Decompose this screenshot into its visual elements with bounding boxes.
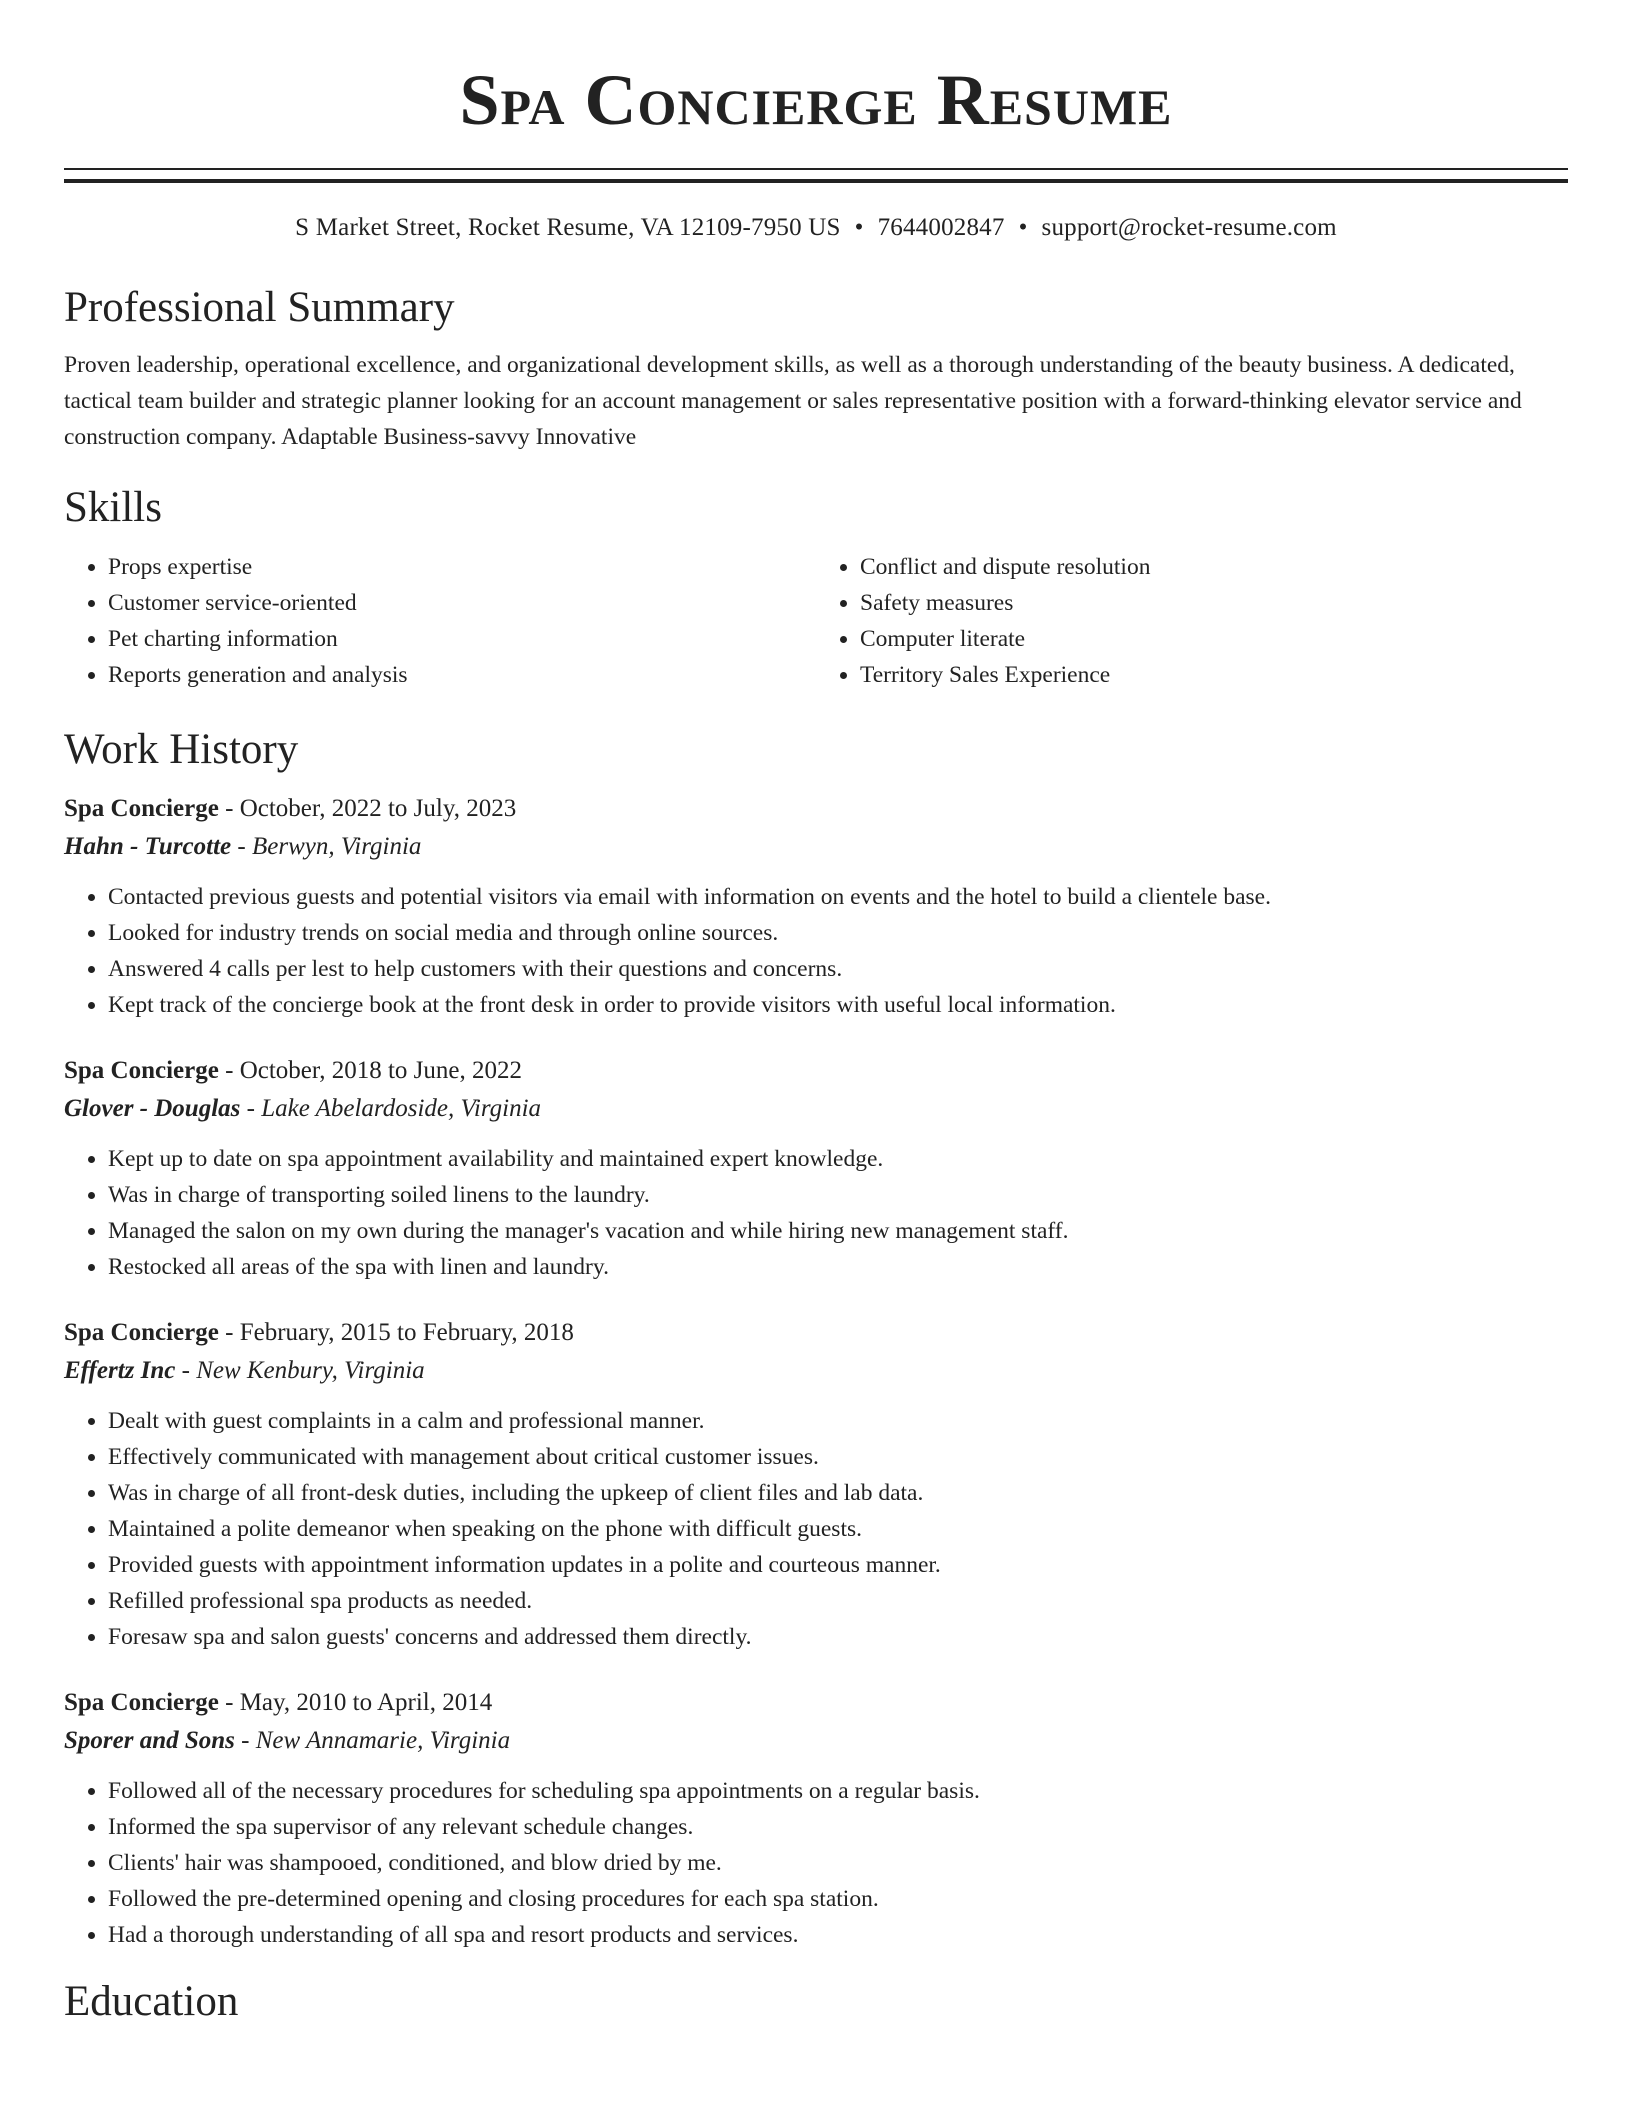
- job-bullet: • Refilled professional spa products as needed.: [108, 1583, 1568, 1619]
- job-title-line: Spa Concierge - October, 2018 to June, 2022: [64, 1057, 522, 1084]
- education-section: [64, 1977, 1568, 2027]
- job-title: Spa Concierge: [64, 795, 219, 822]
- contact-address: S Market Street, Rocket Resume, VA 12109-7950 US: [295, 214, 841, 241]
- job-bullet: • Looked for industry trends on social media and through online sources.: [108, 915, 1568, 951]
- job-bullet: • Provided guests with appointment information updates in a polite and courteous manner.: [108, 1547, 1568, 1583]
- job-title-line: Spa Concierge - February, 2015 to February, 2018: [64, 1319, 574, 1346]
- job-title-line: Spa Concierge - May, 2010 to April, 2014: [64, 1689, 493, 1716]
- job-entry: [64, 1685, 1568, 1953]
- skills-left-column: [64, 549, 816, 693]
- job-bullet: • Followed the pre-determined opening and closing procedures for each spa station.: [108, 1881, 1568, 1917]
- title-divider: [64, 168, 1568, 183]
- job-entry: [64, 1315, 1568, 1655]
- job-bullet: • Was in charge of all front-desk duties, including the upkeep of client files and lab data.: [108, 1475, 1568, 1511]
- contact-email: support@rocket-resume.com: [1041, 214, 1337, 241]
- job-bullet: • Was in charge of transporting soiled linens to the laundry.: [108, 1177, 1568, 1213]
- job-bullet: • Followed all of the necessary procedures for scheduling spa appointments on a regular basis.: [108, 1773, 1568, 1809]
- job-bullet: • Maintained a polite demeanor when speaking on the phone with difficult guests.: [108, 1511, 1568, 1547]
- job-bullet: • Effectively communicated with management about critical customer issues.: [108, 1439, 1568, 1475]
- page-title: Spa Concierge Resume: [459, 60, 1173, 140]
- skill-item: • Territory Sales Experience: [860, 657, 1568, 693]
- skill-item: • Computer literate: [860, 621, 1568, 657]
- job-dates: February, 2015 to February, 2018: [239, 1319, 574, 1346]
- job-company: Effertz Inc: [64, 1357, 176, 1384]
- education-heading: Education: [64, 1978, 239, 2025]
- job-bullets: [64, 879, 1568, 1023]
- job-bullet: • Clients' hair was shampooed, conditioned, and blow dried by me.: [108, 1845, 1568, 1881]
- job-company: Sporer and Sons: [64, 1727, 235, 1754]
- job-title: Spa Concierge: [64, 1057, 219, 1084]
- job-bullet: • Dealt with guest complaints in a calm and professional manner.: [108, 1403, 1568, 1439]
- skill-item: • Conflict and dispute resolution: [860, 549, 1568, 585]
- skill-item: • Reports generation and analysis: [108, 657, 816, 693]
- job-company-line: Glover - Douglas - Lake Abelardoside, Virginia: [64, 1095, 542, 1122]
- job-company: Hahn - Turcotte: [64, 833, 232, 860]
- job-location: New Kenbury, Virginia: [196, 1357, 425, 1384]
- job-title-line: Spa Concierge - October, 2022 to July, 2023: [64, 795, 517, 822]
- job-bullet: • Foresaw spa and salon guests' concerns and addressed them directly.: [108, 1619, 1568, 1655]
- job-dates: October, 2018 to June, 2022: [239, 1057, 522, 1084]
- summary-heading: Professional Summary: [64, 284, 455, 331]
- job-bullet: • Had a thorough understanding of all spa and resort products and services.: [108, 1917, 1568, 1953]
- job-dates: May, 2010 to April, 2014: [239, 1689, 493, 1716]
- job-bullet: • Contacted previous guests and potential visitors via email with information on events and the hotel to build a clientele base.: [108, 879, 1568, 915]
- job-bullets: [64, 1141, 1568, 1285]
- job-location: Berwyn, Virginia: [251, 833, 422, 860]
- job-bullet: • Restocked all areas of the spa with linen and laundry.: [108, 1249, 1568, 1285]
- job-company-line: Sporer and Sons - New Annamarie, Virginia: [64, 1727, 511, 1754]
- skill-item: • Props expertise: [108, 549, 816, 585]
- job-title: Spa Concierge: [64, 1319, 219, 1346]
- job-bullets: [64, 1773, 1568, 1953]
- job-company: Glover - Douglas: [64, 1095, 241, 1122]
- job-bullet: • Answered 4 calls per lest to help customers with their questions and concerns.: [108, 951, 1568, 987]
- job-location: New Annamarie, Virginia: [255, 1727, 511, 1754]
- skills-columns: [64, 549, 1568, 693]
- job-bullet: • Kept up to date on spa appointment availability and maintained expert knowledge.: [108, 1141, 1568, 1177]
- job-company-line: Hahn - Turcotte - Berwyn, Virginia: [64, 833, 422, 860]
- job-company-line: Effertz Inc - New Kenbury, Virginia: [64, 1357, 425, 1384]
- job-location: Lake Abelardoside, Virginia: [261, 1095, 542, 1122]
- contact-separator: •: [854, 214, 864, 241]
- skill-item: • Customer service-oriented: [108, 585, 816, 621]
- job-bullet: • Kept track of the concierge book at the front desk in order to provide visitors with useful local information.: [108, 987, 1568, 1023]
- job-entry: [64, 1053, 1568, 1285]
- summary-section: [64, 283, 1568, 455]
- work-heading: Work History: [64, 726, 299, 773]
- work-section: [64, 725, 1568, 1953]
- skills-section: [64, 483, 1568, 693]
- job-bullet: • Informed the spa supervisor of any relevant schedule changes.: [108, 1809, 1568, 1845]
- summary-text: Proven leadership, operational excellence, and organizational development skills, as well as a thorough understanding of the beauty business. A dedicated, tactical team builder and strategic planner looking for an account management or sales representative position with a forward-thinking elevator service and construction company. Adaptable Business-savvy Innovative: [64, 352, 1522, 450]
- contact-phone: 7644002847: [877, 214, 1005, 241]
- skills-heading: Skills: [64, 484, 162, 531]
- job-bullet: • Managed the salon on my own during the manager's vacation and while hiring new management staff.: [108, 1213, 1568, 1249]
- skill-item: • Pet charting information: [108, 621, 816, 657]
- job-entry: [64, 791, 1568, 1023]
- job-title: Spa Concierge: [64, 1689, 219, 1716]
- job-bullets: [64, 1403, 1568, 1655]
- contact-separator: •: [1018, 214, 1028, 241]
- contact-line: [64, 213, 1568, 243]
- skills-right-column: [816, 549, 1568, 693]
- job-dates: October, 2022 to July, 2023: [239, 795, 517, 822]
- skill-item: • Safety measures: [860, 585, 1568, 621]
